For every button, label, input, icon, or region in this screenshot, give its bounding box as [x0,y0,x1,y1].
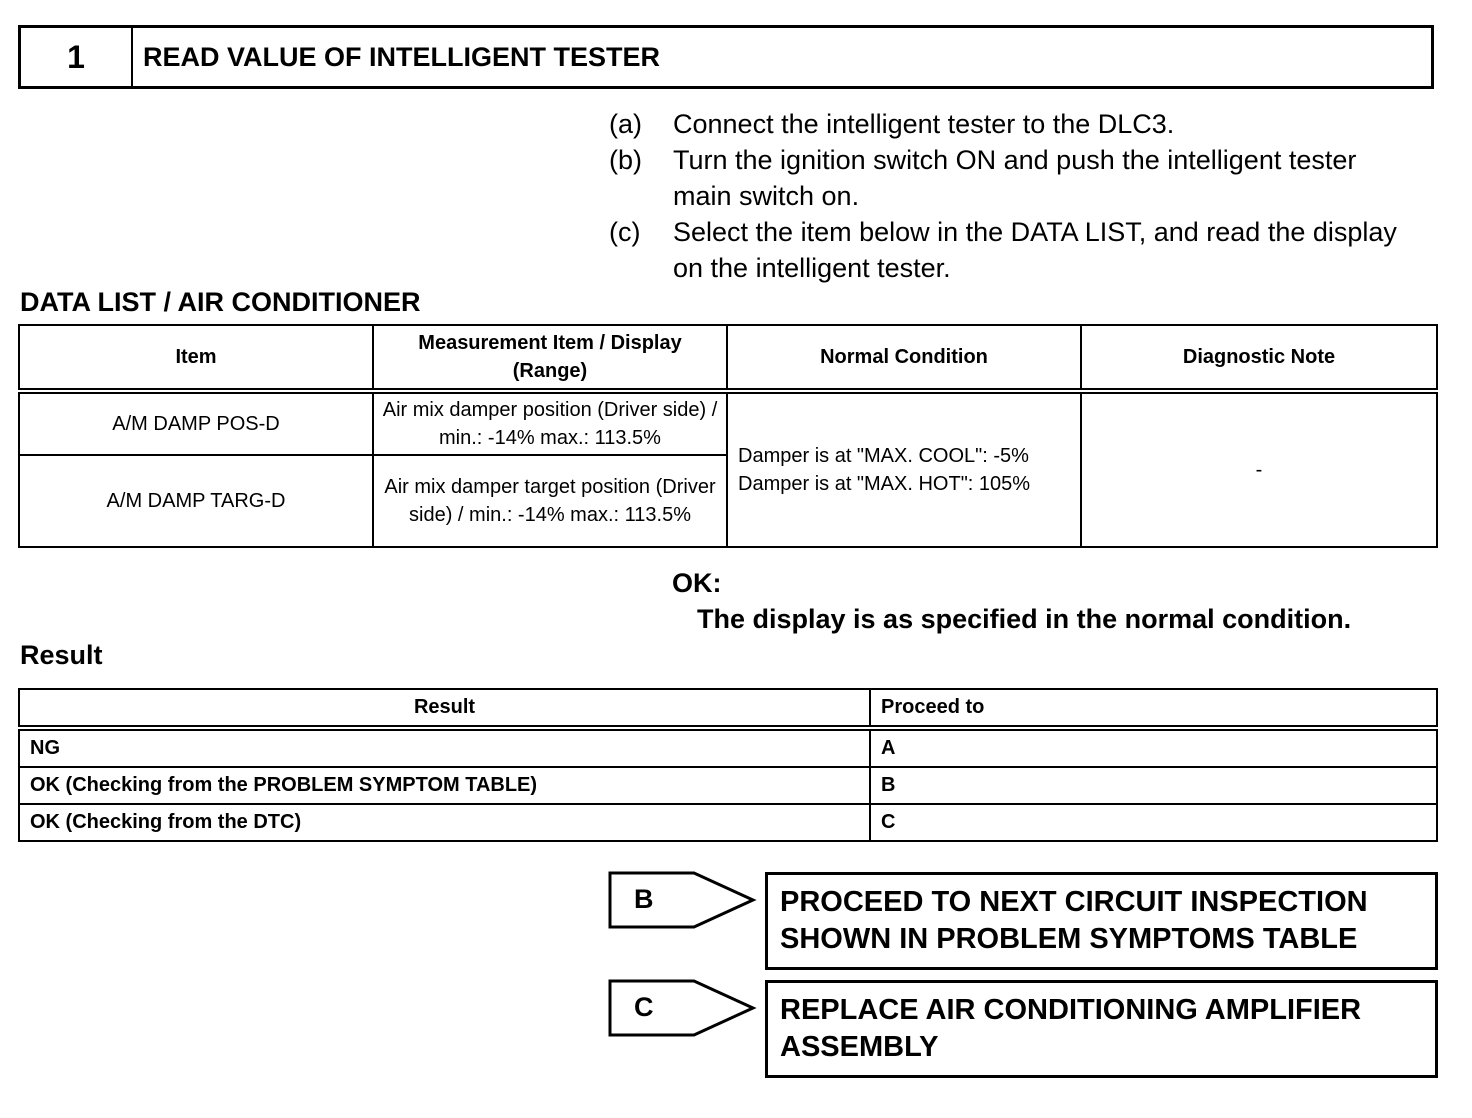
ok-specification: The display is as specified in the normal condition. [697,604,1352,634]
normal-condition-cell [727,391,1081,547]
table-row [19,728,1437,767]
action-line: PROCEED TO NEXT CIRCUIT INSPECTION [780,886,1368,918]
proceed-cell: C [870,804,1437,841]
result-cell: OK (Checking from the DTC) [19,804,870,841]
header-proceed-to: Proceed to [870,689,1437,728]
proceed-cell: A [870,728,1437,767]
table-header-row [19,689,1437,728]
branch-letter-b: B [634,884,654,914]
step-header [18,25,1434,89]
proceed-cell: B [870,767,1437,804]
instruction-item [609,106,1429,142]
instruction-list [609,106,1429,286]
table-row [19,391,1437,455]
result-title: Result [20,640,103,670]
data-list-table [18,324,1438,548]
measurement-cell: Air mix damper target position (Driver side) / min.: -14% max.: 113.5% [373,455,727,547]
action-box-replace-amplifier [765,980,1438,1078]
action-box-next-circuit [765,872,1438,970]
item-cell: A/M DAMP POS-D [19,391,373,455]
instruction-letter: (c) [609,217,641,247]
item-cell: A/M DAMP TARG-D [19,455,373,547]
table-header-row [19,325,1437,391]
result-table [18,688,1438,842]
action-line: REPLACE AIR CONDITIONING AMPLIFIER [780,994,1362,1026]
header-diagnostic-note: Diagnostic Note [1081,325,1437,391]
instruction-item [609,214,1429,286]
result-cell: NG [19,728,870,767]
header-item: Item [19,325,373,391]
data-list-title: DATA LIST / AIR CONDITIONER [20,287,421,317]
header-normal-condition: Normal Condition [727,325,1081,391]
header-result: Result [19,689,870,728]
branch-arrow-b-icon [608,871,758,931]
step-number: 1 [21,28,133,86]
header-measurement: Measurement Item / Display (Range) [373,325,727,391]
branch-arrow-c-icon [608,979,758,1039]
instruction-text: Turn the ignition switch ON and push the intelligent tester main switch on. [673,145,1357,211]
step-title: READ VALUE OF INTELLIGENT TESTER [143,41,661,72]
normal-condition-line: Damper is at "MAX. COOL": -5% [738,445,1029,467]
measurement-cell: Air mix damper position (Driver side) / min.: -14% max.: 113.5% [373,391,727,455]
table-row [19,767,1437,804]
ok-label: OK: [672,568,722,598]
instruction-letter: (a) [609,109,642,139]
branch-letter-c: C [634,992,654,1022]
instruction-text: Select the item below in the DATA LIST, and read the display on the intelligent tester. [673,217,1397,283]
instruction-letter: (b) [609,145,642,175]
result-cell: OK (Checking from the PROBLEM SYMPTOM TABLE) [19,767,870,804]
table-row [19,804,1437,841]
normal-condition-line: Damper is at "MAX. HOT": 105% [738,473,1031,495]
instruction-text: Connect the intelligent tester to the DLC3. [673,109,1175,139]
action-line: SHOWN IN PROBLEM SYMPTOMS TABLE [780,923,1358,955]
action-line: ASSEMBLY [780,1031,939,1063]
diagnostic-note-cell: - [1081,391,1437,547]
instruction-item [609,142,1429,214]
